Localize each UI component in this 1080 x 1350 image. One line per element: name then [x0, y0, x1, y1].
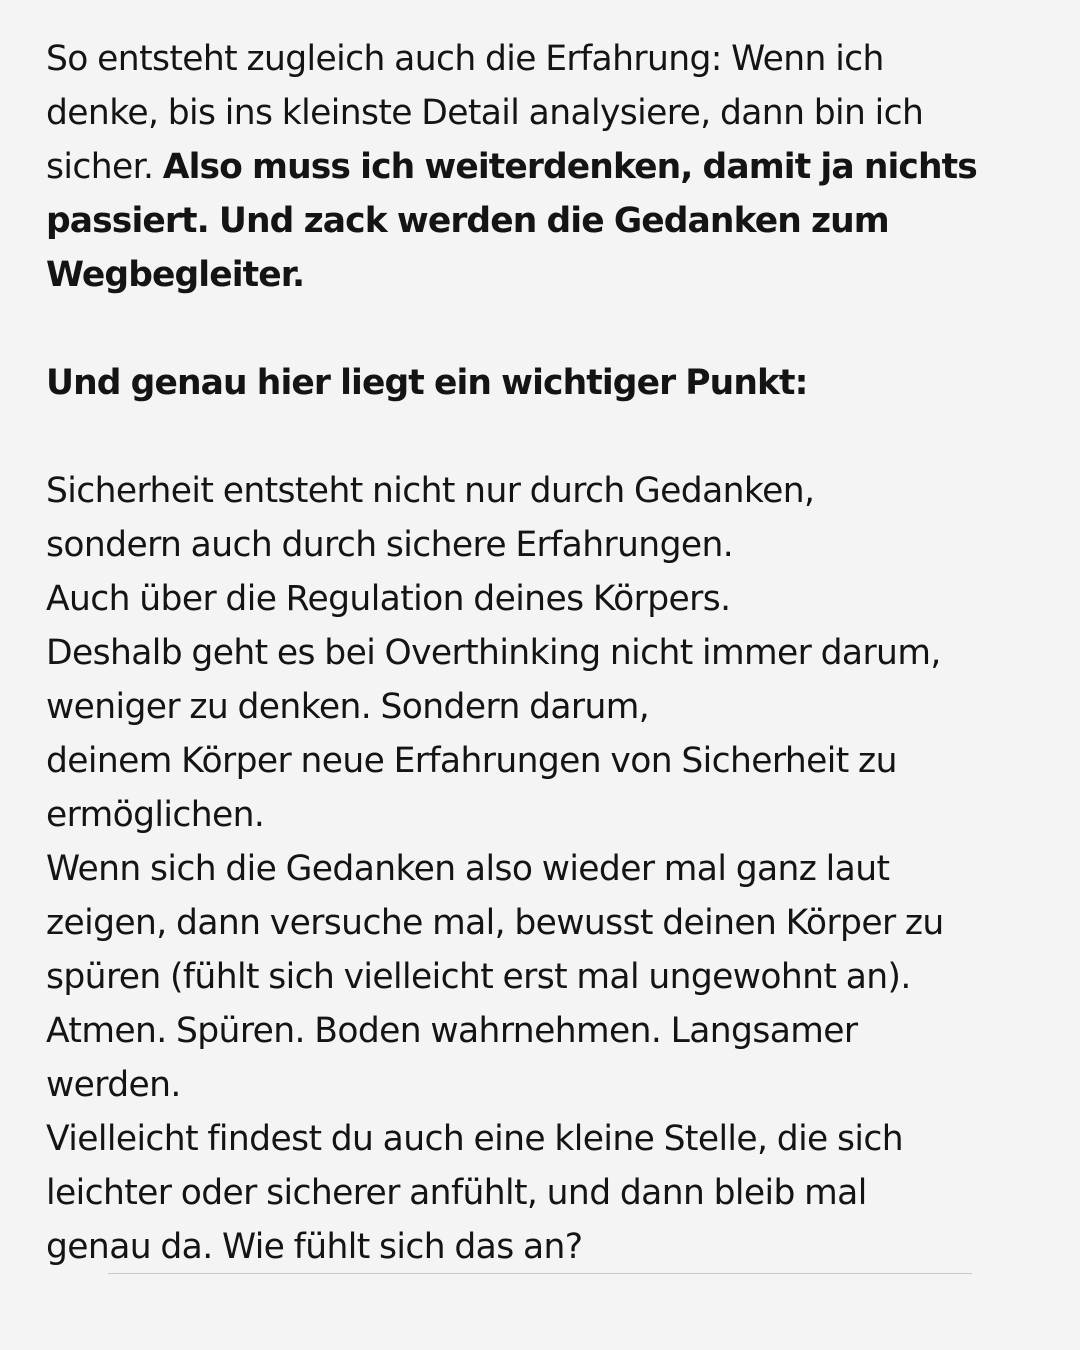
text-fragment: sicher. [46, 147, 163, 187]
text-line: Wenn sich die Gedanken also wieder mal ganz laut [46, 849, 890, 889]
section-heading: Und genau hier liegt ein wichtiger Punkt: [46, 363, 808, 403]
text-line: Vielleicht findest du auch eine kleine Stelle, die sich [46, 1119, 904, 1159]
text-line: sondern auch durch sichere Erfahrungen. [46, 525, 734, 565]
text-line: leichter oder sicherer anfühlt, und dann bleib mal [46, 1173, 867, 1213]
text-line: denke, bis ins kleinste Detail analysiere, dann bin ich [46, 93, 924, 133]
text-line: So entsteht zugleich auch die Erfahrung: Wenn ich [46, 39, 884, 79]
article-text [46, 32, 1046, 1274]
bold-text-fragment: Also muss ich weiterdenken, damit ja nichts [162, 147, 977, 187]
divider [108, 1273, 972, 1274]
text-line: spüren (fühlt sich vielleicht erst mal ungewohnt an). [46, 957, 911, 997]
text-line: zeigen, dann versuche mal, bewusst deinen Körper zu [46, 903, 944, 943]
text-line: genau da. Wie fühlt sich das an? [46, 1227, 583, 1267]
text-line: Sicherheit entsteht nicht nur durch Gedanken, [46, 471, 815, 511]
paragraph [46, 464, 1046, 1274]
text-line-mixed [46, 140, 1046, 194]
text-line: Auch über die Regulation deines Körpers. [46, 579, 731, 619]
bold-text-line: Wegbegleiter. [46, 255, 305, 295]
text-line: deinem Körper neue Erfahrungen von Sicherheit zu [46, 741, 897, 781]
bold-text-line: passiert. Und zack werden die Gedanken zum [46, 201, 889, 241]
text-line: werden. [46, 1065, 181, 1105]
text-line: weniger zu denken. Sondern darum, [46, 687, 650, 727]
text-line: ermöglichen. [46, 795, 265, 835]
text-line: Deshalb geht es bei Overthinking nicht immer darum, [46, 633, 941, 673]
text-line: Atmen. Spüren. Boden wahrnehmen. Langsamer [46, 1011, 858, 1051]
